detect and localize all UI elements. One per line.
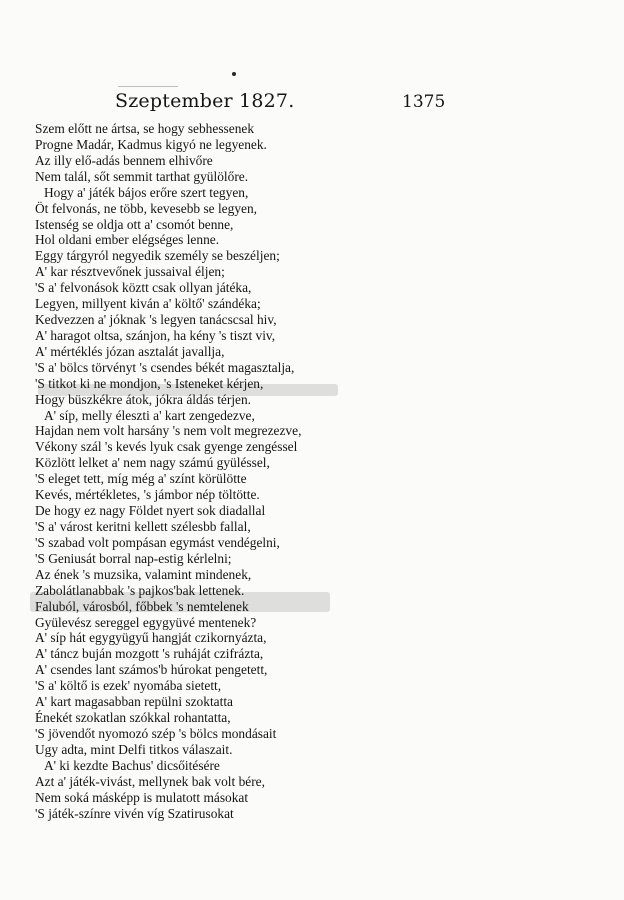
verse-line: 'S Geniusát borral nap-estig kérlelni; <box>35 551 232 566</box>
verse-line: Istenség se oldja ott a' csomót benne, <box>35 217 234 232</box>
ink-dot <box>232 72 236 76</box>
verse-line: 'S eleget tett, míg még a' színt körülötte <box>35 471 247 486</box>
verse-line: A' síp hát egygyügyű hangját czikornyázta, <box>35 630 267 645</box>
page-number: 1375 <box>402 92 446 112</box>
verse-line: Progne Madár, Kadmus kigyó ne legyenek. <box>35 137 267 152</box>
verse-line: Kedvezzen a' jóknak 's legyen tanácscsal hiv, <box>35 312 277 327</box>
verse-line: Szem előtt ne ártsa, se hogy sebhessenek <box>35 121 255 136</box>
page-header-title: Szeptember 1827. <box>115 90 295 112</box>
verse-line: Azt a' játék-vivást, mellynek bak volt bére, <box>35 774 265 789</box>
verse-line: Hajdan nem volt harsány 's nem volt megrezezve, <box>35 423 302 438</box>
verse-line: A' táncz buján mozgott 's ruháját czifrázta, <box>35 646 264 661</box>
verse-line: 'S a' költő is ezek' nyomába sietett, <box>35 678 222 693</box>
verse-line: Öt felvonás, ne több, kevesebb se legyen, <box>35 201 257 216</box>
verse-line: A' kar résztvevőnek jussaival éljen; <box>35 264 225 279</box>
verse-line: Faluból, városból, főbbek 's nemtelenek <box>35 599 249 614</box>
verse-line: 'S szabad volt pompásan egymást vendégelni, <box>35 535 280 550</box>
verse-line: Kevés, mértékletes, 's jámbor nép töltötte. <box>35 487 260 502</box>
verse-line: Énekét szokatlan szókkal rohantatta, <box>35 710 231 725</box>
verse-line: De hogy ez nagy Földet nyert sok diadallal <box>35 503 266 518</box>
verse-line: 'S jövendőt nyomozó szép 's bölcs mondásait <box>35 726 277 741</box>
verse-line: 'S a' bölcs törvényt 's csendes békét magasztalja, <box>35 360 295 375</box>
verse-line: Hogy a' játék bájos erőre szert tegyen, <box>44 185 249 200</box>
verse-line: Zabolátlanabbak 's pajkos'bak lettenek. <box>35 583 245 598</box>
verse-line: A' síp, melly éleszti a' kart zengedezve, <box>44 408 255 423</box>
verse-line: 'S a' felvonások köztt csak ollyan játéka, <box>35 280 252 295</box>
verse-line: 'S a' várost keritni kellett szélesbb fallal, <box>35 519 251 534</box>
verse-line: Hogy büszkékre átok, jókra áldás térjen. <box>35 392 252 407</box>
verse-line: Az illy elő-adás bennem elhivőre <box>35 153 213 168</box>
verse-line: Eggy tárgyról negyedik személy se beszéljen; <box>35 248 280 263</box>
verse-line: Gyülevész sereggel egygyüvé mentenek? <box>35 615 257 630</box>
verse-line: Nem soká másképp is mulatott másokat <box>35 790 249 805</box>
verse-line: 'S titkot ki ne mondjon, 's Isteneket kérjen, <box>35 376 264 391</box>
verse-line: Vékony szál 's kevés lyuk csak gyenge zengéssel <box>35 439 298 454</box>
verse-line: Legyen, millyent kiván a' költő' szándéka; <box>35 296 261 311</box>
verse-line: Közlött lelket a' nem nagy számú gyüléssel, <box>35 455 270 470</box>
verse-line: Hol oldani ember elégséges lenne. <box>35 232 220 247</box>
verse-line: 'S játék-színre vivén víg Szatirusokat <box>35 806 234 821</box>
verse-line: A' kart magasabban repülni szoktatta <box>35 694 233 709</box>
verse-line: A' mértéklés józan asztalát javallja, <box>35 344 225 359</box>
verse-line: Ugy adta, mint Delfi titkos válaszait. <box>35 742 233 757</box>
verse-line: Az ének 's muzsika, valamint mindenek, <box>35 567 252 582</box>
verse-line: A' csendes lant számos'b húrokat pengetett, <box>35 662 268 677</box>
verse-line: A' haragot oltsa, szánjon, ha kény 's tiszt viv, <box>35 328 276 343</box>
header-smudge <box>118 86 178 87</box>
verse-line: Nem talál, sőt semmit tarthat gyülölőre. <box>35 169 249 184</box>
verse-line: A' ki kezdte Bachus' dicsőitésére <box>44 758 220 773</box>
